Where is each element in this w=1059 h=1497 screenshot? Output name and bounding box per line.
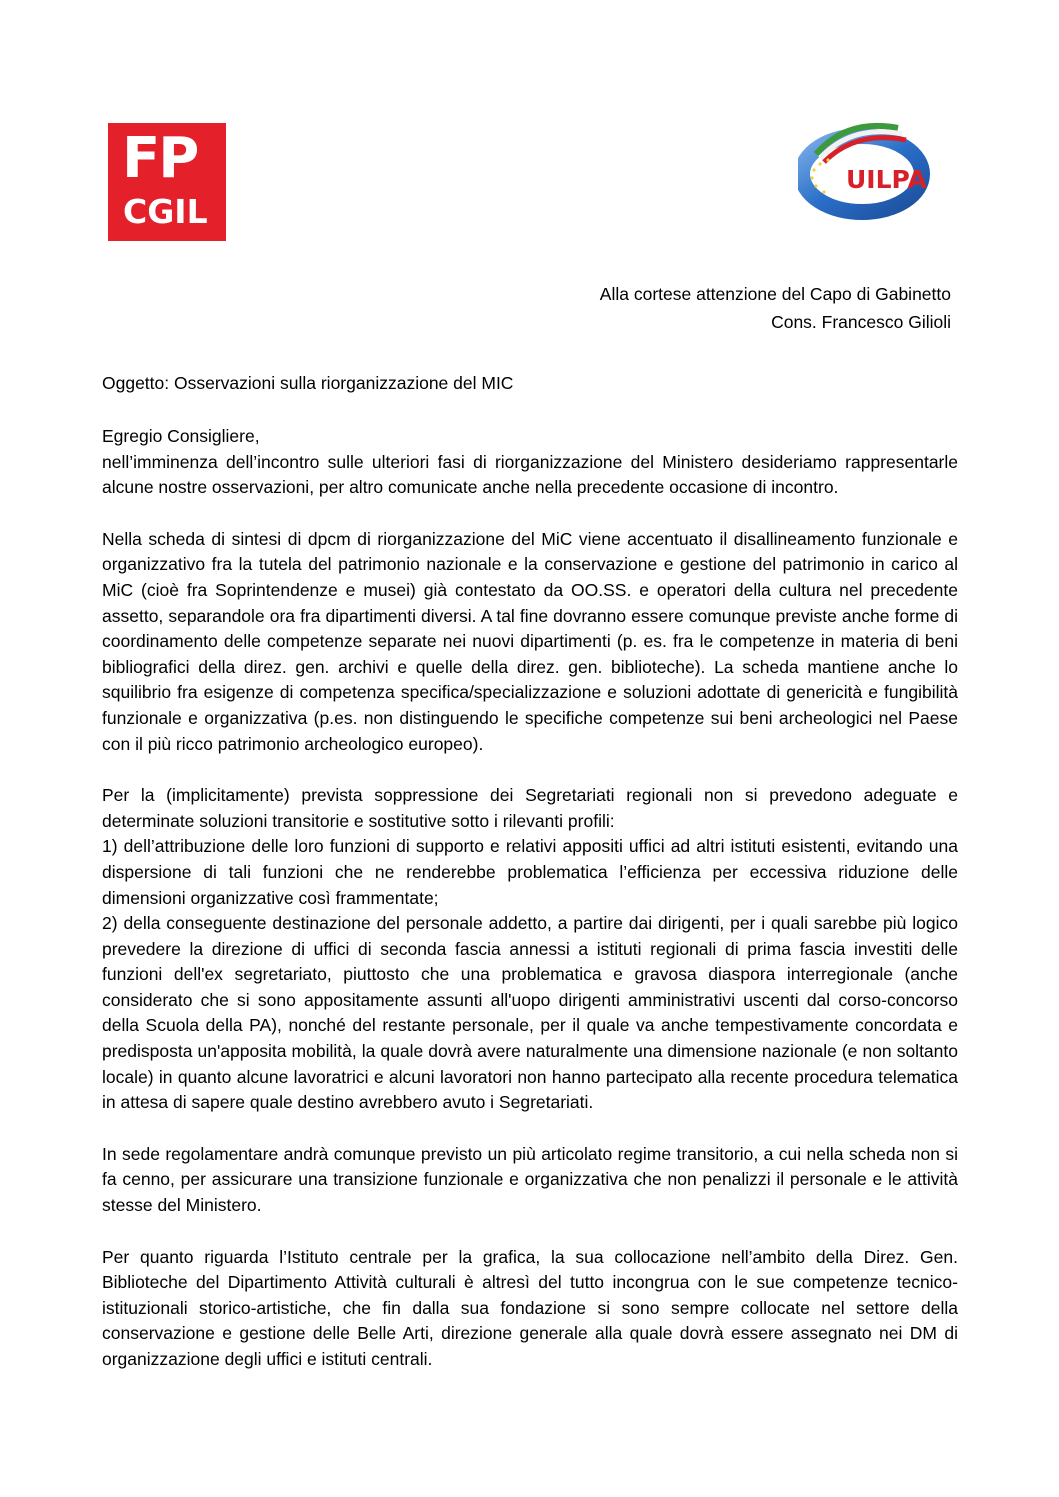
- letter-body: [102, 424, 958, 1399]
- paragraph-istituto-grafica: Per quanto riguarda l’Istituto centrale per la grafica, la sua collocazione nell’ambito della Direz. Gen. Biblioteche del Dipartimento Attività culturali è altresì del tutto incongrua con le sue competenze tecnico-istituzionali storico-artistiche, che fin dalla sua fondazione si sono sempre collocate nel settore della conservazione e gestione delle Belle Arti, direzione generale alla quale dovrà essere assegnato nei DM di organizzazione degli uffici e istituti centrali.: [102, 1246, 958, 1369]
- paragraph-scheda: Nella scheda di sintesi di dpcm di riorganizzazione del MiC viene accentuato il disallineamento funzionale e organizzativo fra la tutela del patrimonio nazionale e la conservazione e gestione del patrimonio in carico al MiC (cioè fra Soprintendenze e musei) già contestato da OO.SS. e operatori della cultura nel precedente assetto, separandole ora fra dipartimenti diversi. A tal fine dovranno essere comunque previste anche forme di coordinamento delle competenze separate nei nuovi dipartimenti (p. es. fra le competenze in materia di beni bibliografici della direz. gen. archivi e quelle della direz. gen. biblioteche). La scheda mantiene anche lo squilibrio fra esigenze di competenza specifica/specializzazione e soluzioni adottate di genericità e fungibilità funzionale e organizzativa (p.es. non distinguendo le specifiche competenze sui beni archeologici nel Paese con il più ricco patrimonio archeologico europeo).: [102, 528, 958, 754]
- addressee-line-1: Alla cortese attenzione del Capo di Gabinetto: [599, 284, 951, 304]
- paragraph-intro: nell’imminenza dell’incontro sulle ulteriori fasi di riorganizzazione del Ministero desideriamo rappresentarle alcune nostre osservazioni, per altro comunicate anche nella precedente occasione di incontro.: [102, 451, 958, 498]
- fp-cgil-logo-fp: FP: [122, 126, 198, 191]
- subject-line: Oggetto: Osservazioni sulla riorganizzazione del MIC: [102, 373, 514, 393]
- salutation: Egregio Consigliere,: [102, 426, 260, 446]
- paragraph-regime-transitorio: In sede regolamentare andrà comunque previsto un più articolato regime transitorio, a cui nella scheda non si fa cenno, per assicurare una transizione funzionale e organizzativa che non penalizzi il personale e le attività stesse del Ministero.: [102, 1143, 958, 1216]
- fp-cgil-logo: [108, 123, 226, 241]
- addressee-line-2: Cons. Francesco Gilioli: [771, 312, 951, 332]
- addressee-block: [451, 280, 951, 336]
- paragraph-segretariati-item-1: 1) dell’attribuzione delle loro funzioni di supporto e relativi appositi uffici ad altri istituti esistenti, evitando una dispersione di tali funzioni che ne renderebbe problematica l’efficienza per eccessiva riduzione delle dimensioni organizzative così frammentate;: [102, 836, 958, 908]
- uilpa-logo-text: UILPA: [846, 165, 927, 194]
- uilpa-logo: [798, 114, 950, 220]
- paragraph-segretariati-intro: Per la (implicitamente) prevista soppressione dei Segretariati regionali non si prevedono adeguate e determinate soluzioni transitorie e sostitutive sotto i rilevanti profili:: [102, 785, 958, 831]
- paragraph-segretariati-item-2: 2) della conseguente destinazione del personale addetto, a partire dai dirigenti, per i quali sarebbe più logico prevedere la direzione di uffici di seconda fascia annessi a istituti regionali di prima fascia investiti delle funzioni dell'ex segretariato, piuttosto che una problematica e gravosa diaspora interregionale (anche considerato che si sono appositamente assunti all'uopo dirigenti amministrativi uscenti dal corso-concorso della Scuola della PA), nonché del restante personale, per il quale va anche tempestivamente concordata e predisposta un'apposita mobilità, la quale dovrà avere naturalmente una dimensione nazionale (e non soltanto locale) in quanto alcune lavoratrici e alcuni lavoratori non hanno partecipato alla recente procedura telematica in attesa di sapere quale destino avrebbero avuto i Segretariati.: [102, 913, 958, 1113]
- fp-cgil-logo-cgil: CGIL: [123, 192, 208, 231]
- uilpa-ribbon-icon: [798, 114, 950, 220]
